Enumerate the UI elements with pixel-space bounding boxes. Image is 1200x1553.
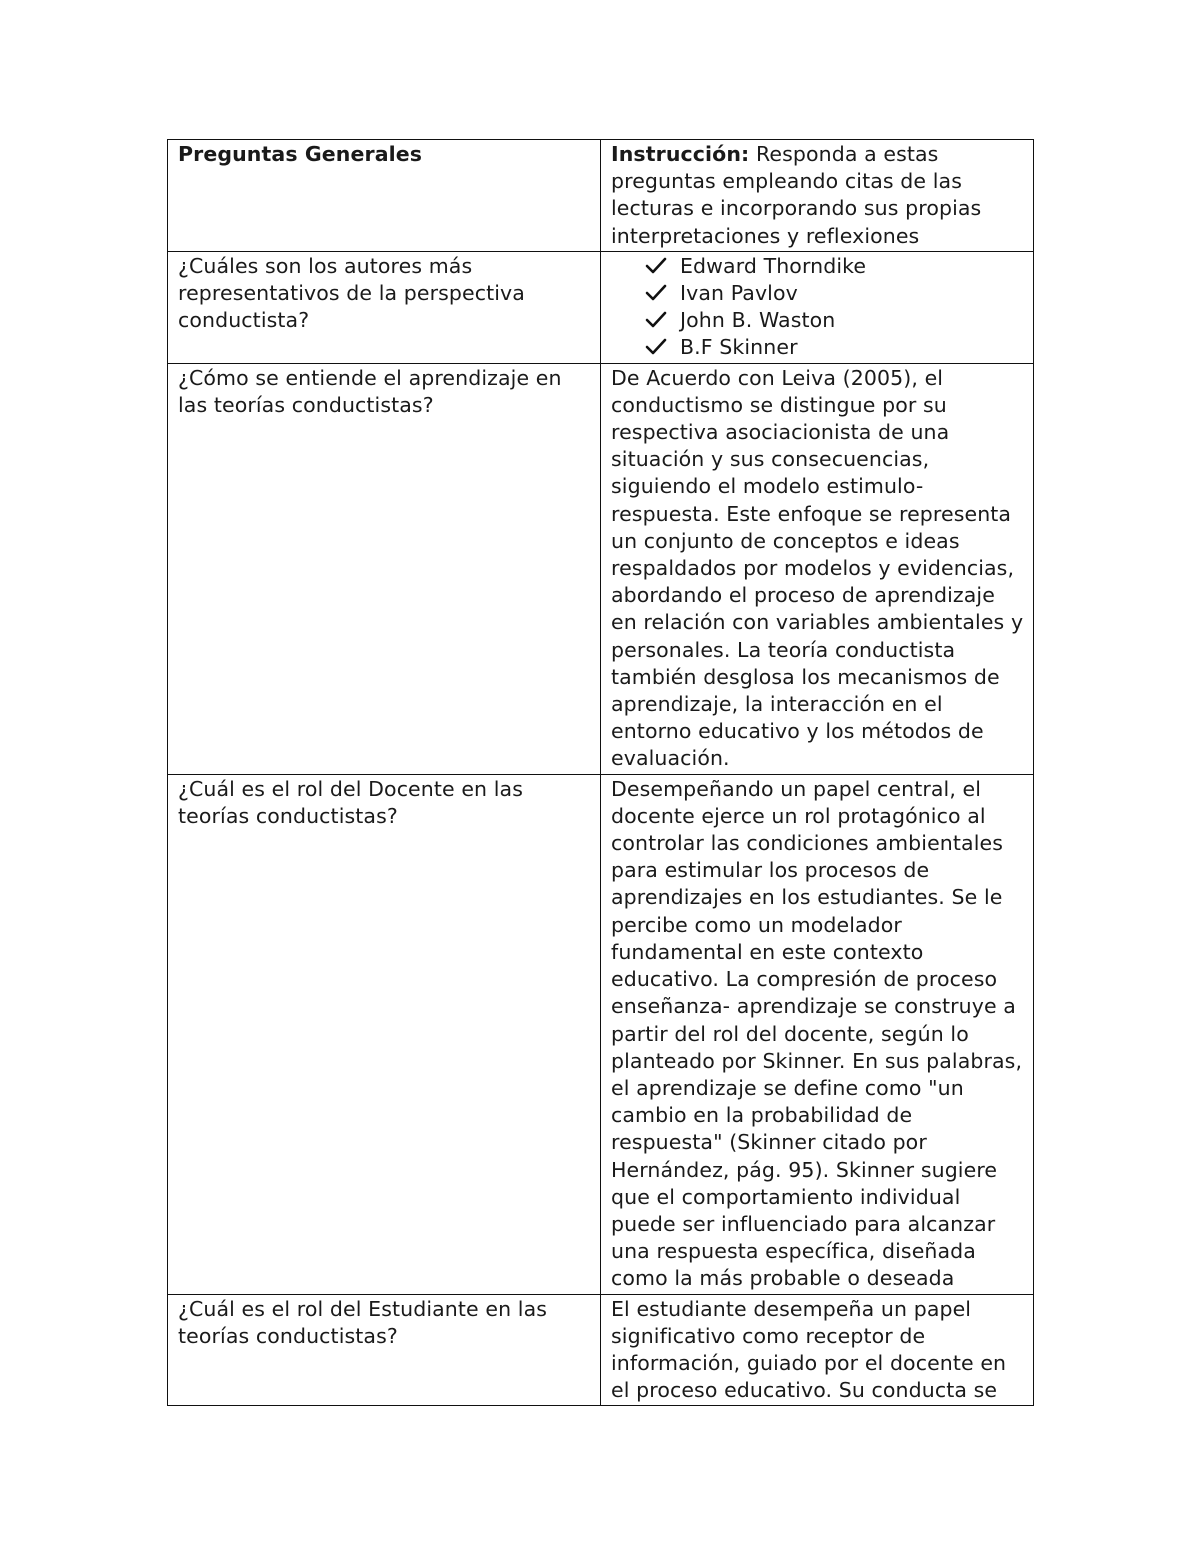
question-cell (168, 363, 601, 774)
answer-text: El estudiante desempeña un papel significativo como receptor de información, guiado por el docente en el proceso educativo. Su conducta se (611, 1296, 1007, 1403)
authors-list (611, 253, 1025, 362)
instruction-text: Responda a estas preguntas empleando citas de las lecturas e incorporando sus propias interpretaciones y reflexiones (611, 142, 982, 248)
question-text: ¿Cuál es el rol del Estudiante en las teorías conductistas? (178, 1296, 548, 1348)
answer-text: Desempeñando un papel central, el docente ejerce un rol protagónico al controlar las condiciones ambientales para estimular los procesos de aprendizajes en los estudiantes. Se le percibe como un modelador fundamental en este contexto educativo. La compresión de proceso enseñanza- aprendizaje se construye a partir del rol del docente, según lo planteado por Skinner. En sus palabras, el aprendizaje se define como "un cambio en la probabilidad de respuesta" (Skinner citado por Hernández, pág. 95). Skinner sugiere que el comportamiento individual puede ser influenciado para alcanzar una respuesta específica, diseñada como la más probable o deseada (611, 776, 1023, 1291)
list-item (645, 280, 1025, 307)
questions-table (167, 139, 1034, 1406)
header-title: Preguntas Generales (178, 142, 423, 166)
table-row (168, 363, 1034, 774)
question-cell (168, 1294, 601, 1406)
answer-cell (601, 1294, 1034, 1406)
question-cell (168, 774, 601, 1294)
author-name: John B. Waston (680, 308, 836, 333)
answer-cell (601, 774, 1034, 1294)
list-item (645, 334, 1025, 361)
table-row (168, 251, 1034, 363)
author-name: Ivan Pavlov (680, 281, 798, 306)
header-cell-instruction (601, 140, 1034, 252)
question-cell (168, 251, 601, 363)
checkmark-icon (645, 309, 667, 331)
author-name: Edward Thorndike (680, 253, 867, 278)
list-item (645, 253, 1025, 280)
author-name: B.F Skinner (680, 335, 798, 360)
question-text: ¿Cuál es el rol del Docente en las teorías conductistas? (178, 776, 523, 828)
question-text: ¿Cuáles son los autores más representativos de la perspectiva conductista? (178, 253, 525, 333)
table-header-row (168, 140, 1034, 252)
checkmark-icon (645, 336, 667, 358)
table-row (168, 774, 1034, 1294)
instruction-label: Instrucción: (611, 142, 750, 166)
answer-cell (601, 363, 1034, 774)
table-row (168, 1294, 1034, 1406)
answer-text: De Acuerdo con Leiva (2005), el conductismo se distingue por su respectiva asociacionista de una situación y sus consecuencias, siguiendo el modelo estimulo-respuesta. Este enfoque se representa un conjunto de conceptos e ideas respaldados por modelos y evidencias, abordando el proceso de aprendizaje en relación con variables ambientales y personales. La teoría conductista también desglosa los mecanismos de aprendizaje, la interacción en el entorno educativo y los métodos de evaluación. (611, 365, 1024, 771)
list-item (645, 307, 1025, 334)
answer-cell (601, 251, 1034, 363)
question-text: ¿Cómo se entiende el aprendizaje en las teorías conductistas? (178, 365, 562, 417)
checkmark-icon (645, 255, 667, 277)
checkmark-icon (645, 282, 667, 304)
header-cell-questions (168, 140, 601, 252)
